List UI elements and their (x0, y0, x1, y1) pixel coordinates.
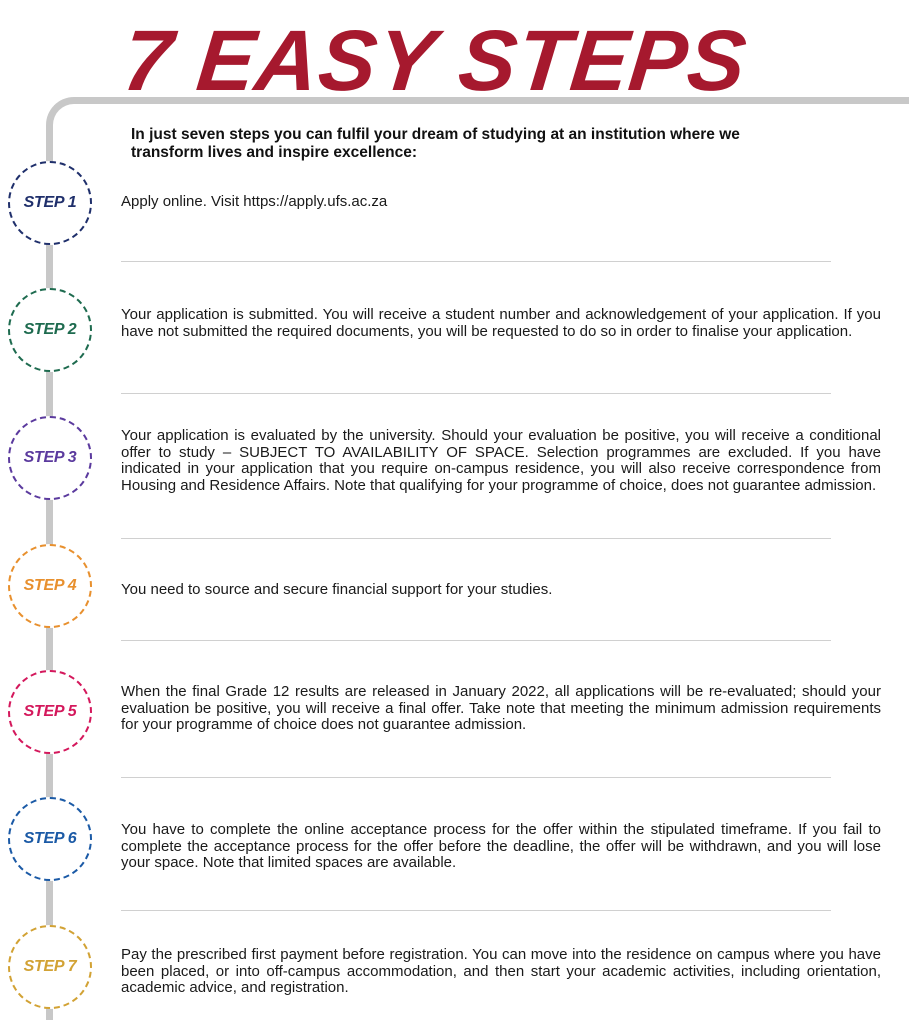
step-1-badge (8, 161, 92, 245)
divider (121, 538, 831, 539)
step-5-label: STEP 5 (23, 703, 77, 720)
divider (121, 640, 831, 641)
step-2-label: STEP 2 (23, 321, 77, 338)
page-title: 7 EASY STEPS (118, 13, 752, 109)
step-7-label: STEP 7 (23, 958, 77, 975)
step-2-text: Your application is submitted. You will receive a student number and acknowledgement of your application. If you have not submitted the required documents, you will be requested to do so in order to finalise your application. (121, 306, 881, 340)
step-3-label: STEP 3 (23, 449, 77, 466)
step-7-text: Pay the prescribed first payment before registration. You can move into the residence on campus where you have been placed, or into off-campus accommodation, and then start your academic activities, including orientation, academic advice, and registration. (121, 946, 881, 996)
step-3-text: Your application is evaluated by the university. Should your evaluation be positive, you will receive a conditional offer to study – SUBJECT TO AVAILABILITY OF SPACE. Selection programmes are excluded. If you have indicated in your application that you require on-campus residence, you will also receive correspondence from Housing and Residence Affairs. Note that qualifying for your programme of choice, does not guarantee admission. (121, 427, 881, 494)
step-6-text: You have to complete the online acceptance process for the offer within the stipulated timeframe. If you fail to complete the acceptance process for the offer before the deadline, the offer will be withdrawn, and you will lose your space. Note that limited spaces are available. (121, 821, 881, 871)
divider (121, 393, 831, 394)
step-4-badge (8, 544, 92, 628)
divider (121, 777, 831, 778)
step-5-badge (8, 670, 92, 754)
step-1-text: Apply online. Visit https://apply.ufs.ac.za (121, 193, 388, 210)
step-2-badge (8, 288, 92, 372)
divider (121, 910, 831, 911)
step-3-badge (8, 416, 92, 500)
divider (121, 261, 831, 262)
step-4-label: STEP 4 (23, 577, 77, 594)
step-7-badge (8, 925, 92, 1009)
step-4-text: You need to source and secure financial support for your studies. (121, 581, 553, 598)
step-6-label: STEP 6 (23, 830, 77, 847)
intro-text: In just seven steps you can fulfil your dream of studying at an institution where we transform lives and inspire excellence: (131, 126, 740, 161)
step-6-badge (8, 797, 92, 881)
step-1-label: STEP 1 (23, 194, 77, 211)
step-5-text: When the final Grade 12 results are released in January 2022, all applications will be re-evaluated; should your evaluation be positive, you will receive a final offer. Take note that meeting the minimum admission requirements for your programme of choice does not guarantee admission. (121, 683, 881, 733)
